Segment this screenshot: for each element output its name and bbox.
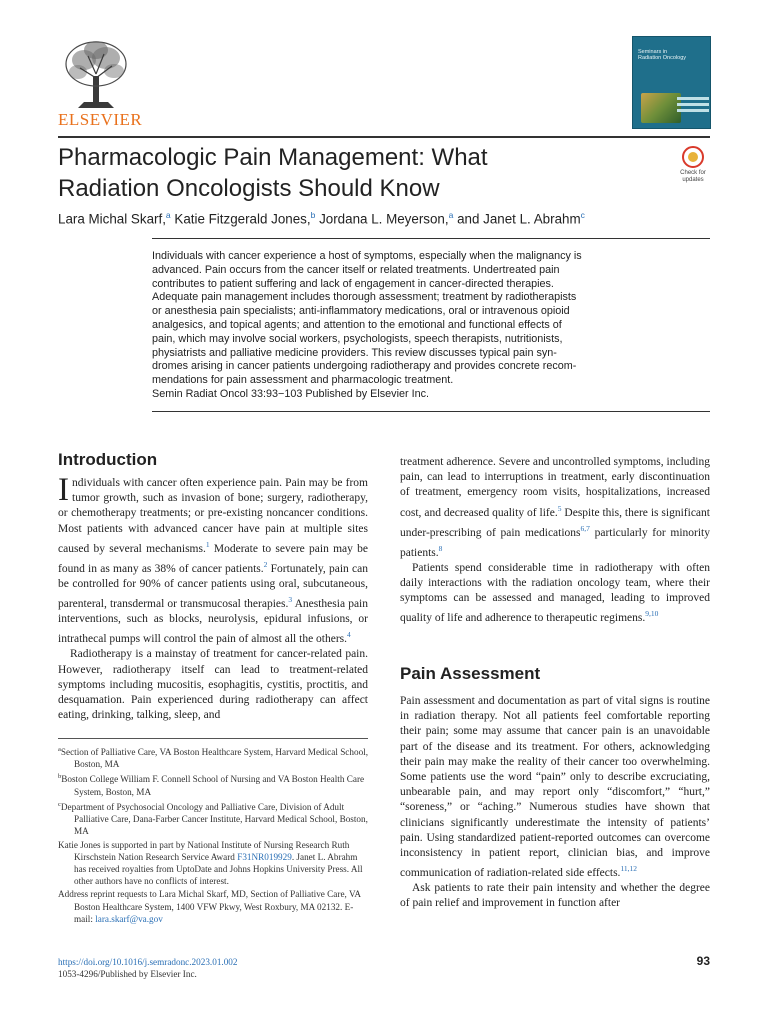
footnote-text: Address reprint requests to Lara Michal Skarf, MD, Section of Palliative Care, VA Boston Healthcare System, 1400 VFW Pkwy, West Roxbury, MA 02132. E-mail: xyxy=(58,889,361,924)
funding-footnote xyxy=(58,839,368,888)
title-line2: Radiation Oncologists Should Know xyxy=(58,175,440,202)
abstract-line: advanced. Pain occurs from the cancer itself or related treatments. Undertreated pain xyxy=(152,263,560,276)
footnote-marker: a xyxy=(58,746,61,753)
paragraph-text: ndividuals with cancer often experience pain. Pain may be from tumor growth, such as invasion of bone; surgery, radiotherapy, or chemotherapy treatments; or pre-existing noncancer conditions. Most patients with advanced cancer have pain at multiple sites caused by several mechanisms. xyxy=(58,477,368,555)
body-paragraph: Ask patients to rate their pain intensity and whether the degree of pain relief and improvement in function after xyxy=(400,882,710,910)
abstract-citation: Semin Radiat Oncol 33:93−103 Published by Elsevier Inc. xyxy=(152,387,429,400)
citation-link[interactable]: 11,12 xyxy=(620,864,638,874)
paragraph-text: Fortunately, pain can be controlled for 90% of cancer patients using oral, subcutaneous, parenteral, transdermal or transmucosal therapies. xyxy=(58,562,368,610)
right-column-top xyxy=(400,455,710,626)
check-updates-label-line1: Check for xyxy=(680,170,706,176)
citation-link[interactable]: 2 xyxy=(263,559,268,569)
body-paragraph xyxy=(400,694,710,881)
abstract-line: Individuals with cancer experience a host of symptoms, especially when the malignancy is xyxy=(152,250,582,262)
affiliation-link[interactable]: a xyxy=(448,210,454,220)
introduction-body xyxy=(58,472,369,723)
reprint-footnote xyxy=(58,888,368,925)
doi-link[interactable]: https://doi.org/10.1016/j.semradonc.2023.01.002 xyxy=(58,957,238,967)
paragraph-text: particularly for minority patients. xyxy=(400,526,710,559)
affiliation-link[interactable]: a xyxy=(165,210,171,220)
title-line1: Pharmacologic Pain Management: What xyxy=(58,144,488,171)
affiliation-link[interactable]: b xyxy=(310,210,316,220)
paragraph-text: Patients spend considerable time in radiotherapy with often daily interactions with the radiation oncology team, where their symptoms can be assessed and managed, leading to improved quality of life and adherence to therapeutic regimens. xyxy=(400,561,710,625)
citation-link[interactable]: 3 xyxy=(288,595,293,605)
affiliation-footnote-a xyxy=(58,744,368,770)
footnote-rule xyxy=(58,738,368,739)
citation-link[interactable]: 8 xyxy=(438,543,443,553)
elsevier-tree-logo xyxy=(58,38,134,110)
cover-title-line2: Radiation Oncology xyxy=(638,55,687,61)
footnote-text: Department of Psychosocial Oncology and Palliative Care, Division of Adult Palliative Care, Dana-Farber Cancer Institute, Harvard Medical School, Boston, MA xyxy=(60,802,368,837)
cover-image xyxy=(641,93,681,123)
page-number: 93 xyxy=(696,954,710,968)
email-link[interactable]: lara.skarf@va.gov xyxy=(95,913,163,924)
author-name: and Janet L. Abrahm xyxy=(457,211,581,227)
abstract-line: dromes arising in cancer patients undergoing radiotherapy and provides concrete recom- xyxy=(152,360,577,373)
citation-link[interactable]: 5 xyxy=(557,503,562,513)
citation-link[interactable]: 9,10 xyxy=(645,609,659,619)
footnote-text: . Janet L. Abrahm has received royalties from UptoDate and Johns Hopkins University Press. All other authors have no conflicts of interest. xyxy=(74,851,363,887)
citation-link[interactable]: 6,7 xyxy=(580,523,590,533)
footnote-marker: b xyxy=(58,773,62,781)
cover-title-line1: Seminars in xyxy=(638,49,668,55)
drop-cap: I xyxy=(58,472,69,508)
footnote-text: Katie Jones is supported in part by National Institute of Nursing Research Ruth Kirschstein Nation Research Service Award xyxy=(58,839,350,862)
affiliation-footnote-b xyxy=(58,771,368,797)
footnote-text: Section of Palliative Care, VA Boston Healthcare System, Harvard Medical School, Boston, MA xyxy=(60,747,369,770)
section-heading-introduction: Introduction xyxy=(58,450,158,469)
footnote-marker: c xyxy=(58,800,61,808)
abstract-top-rule xyxy=(152,238,710,239)
issn-line: 1053-4296/Published by Elsevier Inc. xyxy=(58,969,197,979)
author-name: Katie Fitzgerald Jones, xyxy=(174,211,311,227)
citation-link[interactable]: 1 xyxy=(205,539,210,549)
footnotes xyxy=(58,744,368,926)
paragraph-text: Despite this, there is significant under-prescribing of pain medications xyxy=(400,506,710,539)
abstract-line: mendations for pain assessment and pharmacologic treatment. xyxy=(152,374,454,387)
pain-assessment-body xyxy=(400,694,710,912)
abstract-bottom-rule xyxy=(152,411,710,412)
affiliation-link[interactable]: c xyxy=(580,210,585,220)
footer-doi xyxy=(58,956,358,980)
check-updates-label-line2: updates xyxy=(682,177,704,183)
check-for-updates-button[interactable] xyxy=(676,146,710,184)
paragraph-text: Moderate to severe pain may be found in as many as 38% of cancer patients. xyxy=(58,542,368,575)
abstract-line: or anesthesia pain specialists; anti-inflammatory medications, oral or intravenous opioid xyxy=(152,305,570,318)
abstract-line: contributes to patient suffering and lack of engagement in cancer-directed therapies. xyxy=(152,277,554,290)
body-paragraph xyxy=(400,455,710,561)
paragraph-text: Pain assessment and documentation as part of vital signs is routine in radiation therapy. Not all patients feel comfortable reporting their pain; some may assume that cancer pain is an unavoidable part of the disease and its treatment. For others, acknowledging their pain may make the reality of their cancer too overwhelming. Some patients use the word “pain” only to describe excruciating, unbearable pain, and may report only “discomfort,” “hurt,” “soreness,” or “aching.” Numerous studies have shown that clinicians significantly underestimate the intensity of patients’ pain. Using standardized patient-reported outcomes can overcome inconsistency in patient report, clinician bias, and improve communication of radiation-related side effects. xyxy=(400,695,710,880)
citation-link[interactable]: 4 xyxy=(347,630,351,640)
abstract-line: analgesics, and topical agents; and attention to the emotional and functional effects of xyxy=(152,318,562,331)
journal-cover-thumbnail[interactable] xyxy=(632,36,711,129)
paragraph-text: treatment adherence. Severe and uncontrolled symptoms, including pain, can lead to interruptions in treatment, early discontinuation of treatment, emergency room visits, hospitalizations, increased cost, and decreased quality of life. xyxy=(400,456,710,519)
award-link[interactable]: F31NR019929 xyxy=(237,851,292,862)
check-updates-icon xyxy=(682,146,704,168)
introduction-paragraph-1 xyxy=(58,472,369,647)
article-title xyxy=(58,142,638,204)
header-divider xyxy=(58,136,710,138)
author-list xyxy=(58,206,710,228)
abstract xyxy=(152,250,618,402)
affiliation-footnote-c xyxy=(58,799,368,838)
abstract-line: Adequate pain management includes thorough assessment; treatment by radiotherapists xyxy=(152,291,577,304)
abstract-line: physiatrists and palliative medicine providers. This review discusses typical pain syn- xyxy=(152,346,557,359)
cover-text-lines xyxy=(677,97,709,100)
elsevier-wordmark[interactable]: ELSEVIER xyxy=(58,110,143,129)
body-paragraph xyxy=(400,561,710,627)
section-heading-pain-assessment: Pain Assessment xyxy=(400,664,541,683)
introduction-paragraph-2: Radiotherapy is a mainstay of treatment for cancer-related pain. However, radiotherapy itself can lead to treatment-related symptoms including mucositis, esophagitis, cystitis, proctitis, and desquamation. Pain experienced during radiotherapy can affect eating, drinking, talking, sleep, and xyxy=(58,648,368,722)
abstract-line: pain, which may involve social workers, psychologists, speech therapists, nutritionists, xyxy=(152,332,563,345)
footnote-text: Boston College William F. Connell School of Nursing and VA Boston Health Care System, Boston, MA xyxy=(61,774,365,797)
author-name: Jordana L. Meyerson, xyxy=(319,211,449,227)
author-name: Lara Michal Skarf, xyxy=(58,211,166,227)
paragraph-text: Anesthesia pain interventions, such as blocks, neurolysis, epidural infusions, or intrathecal pumps will control the pain of almost all the others. xyxy=(58,597,369,646)
